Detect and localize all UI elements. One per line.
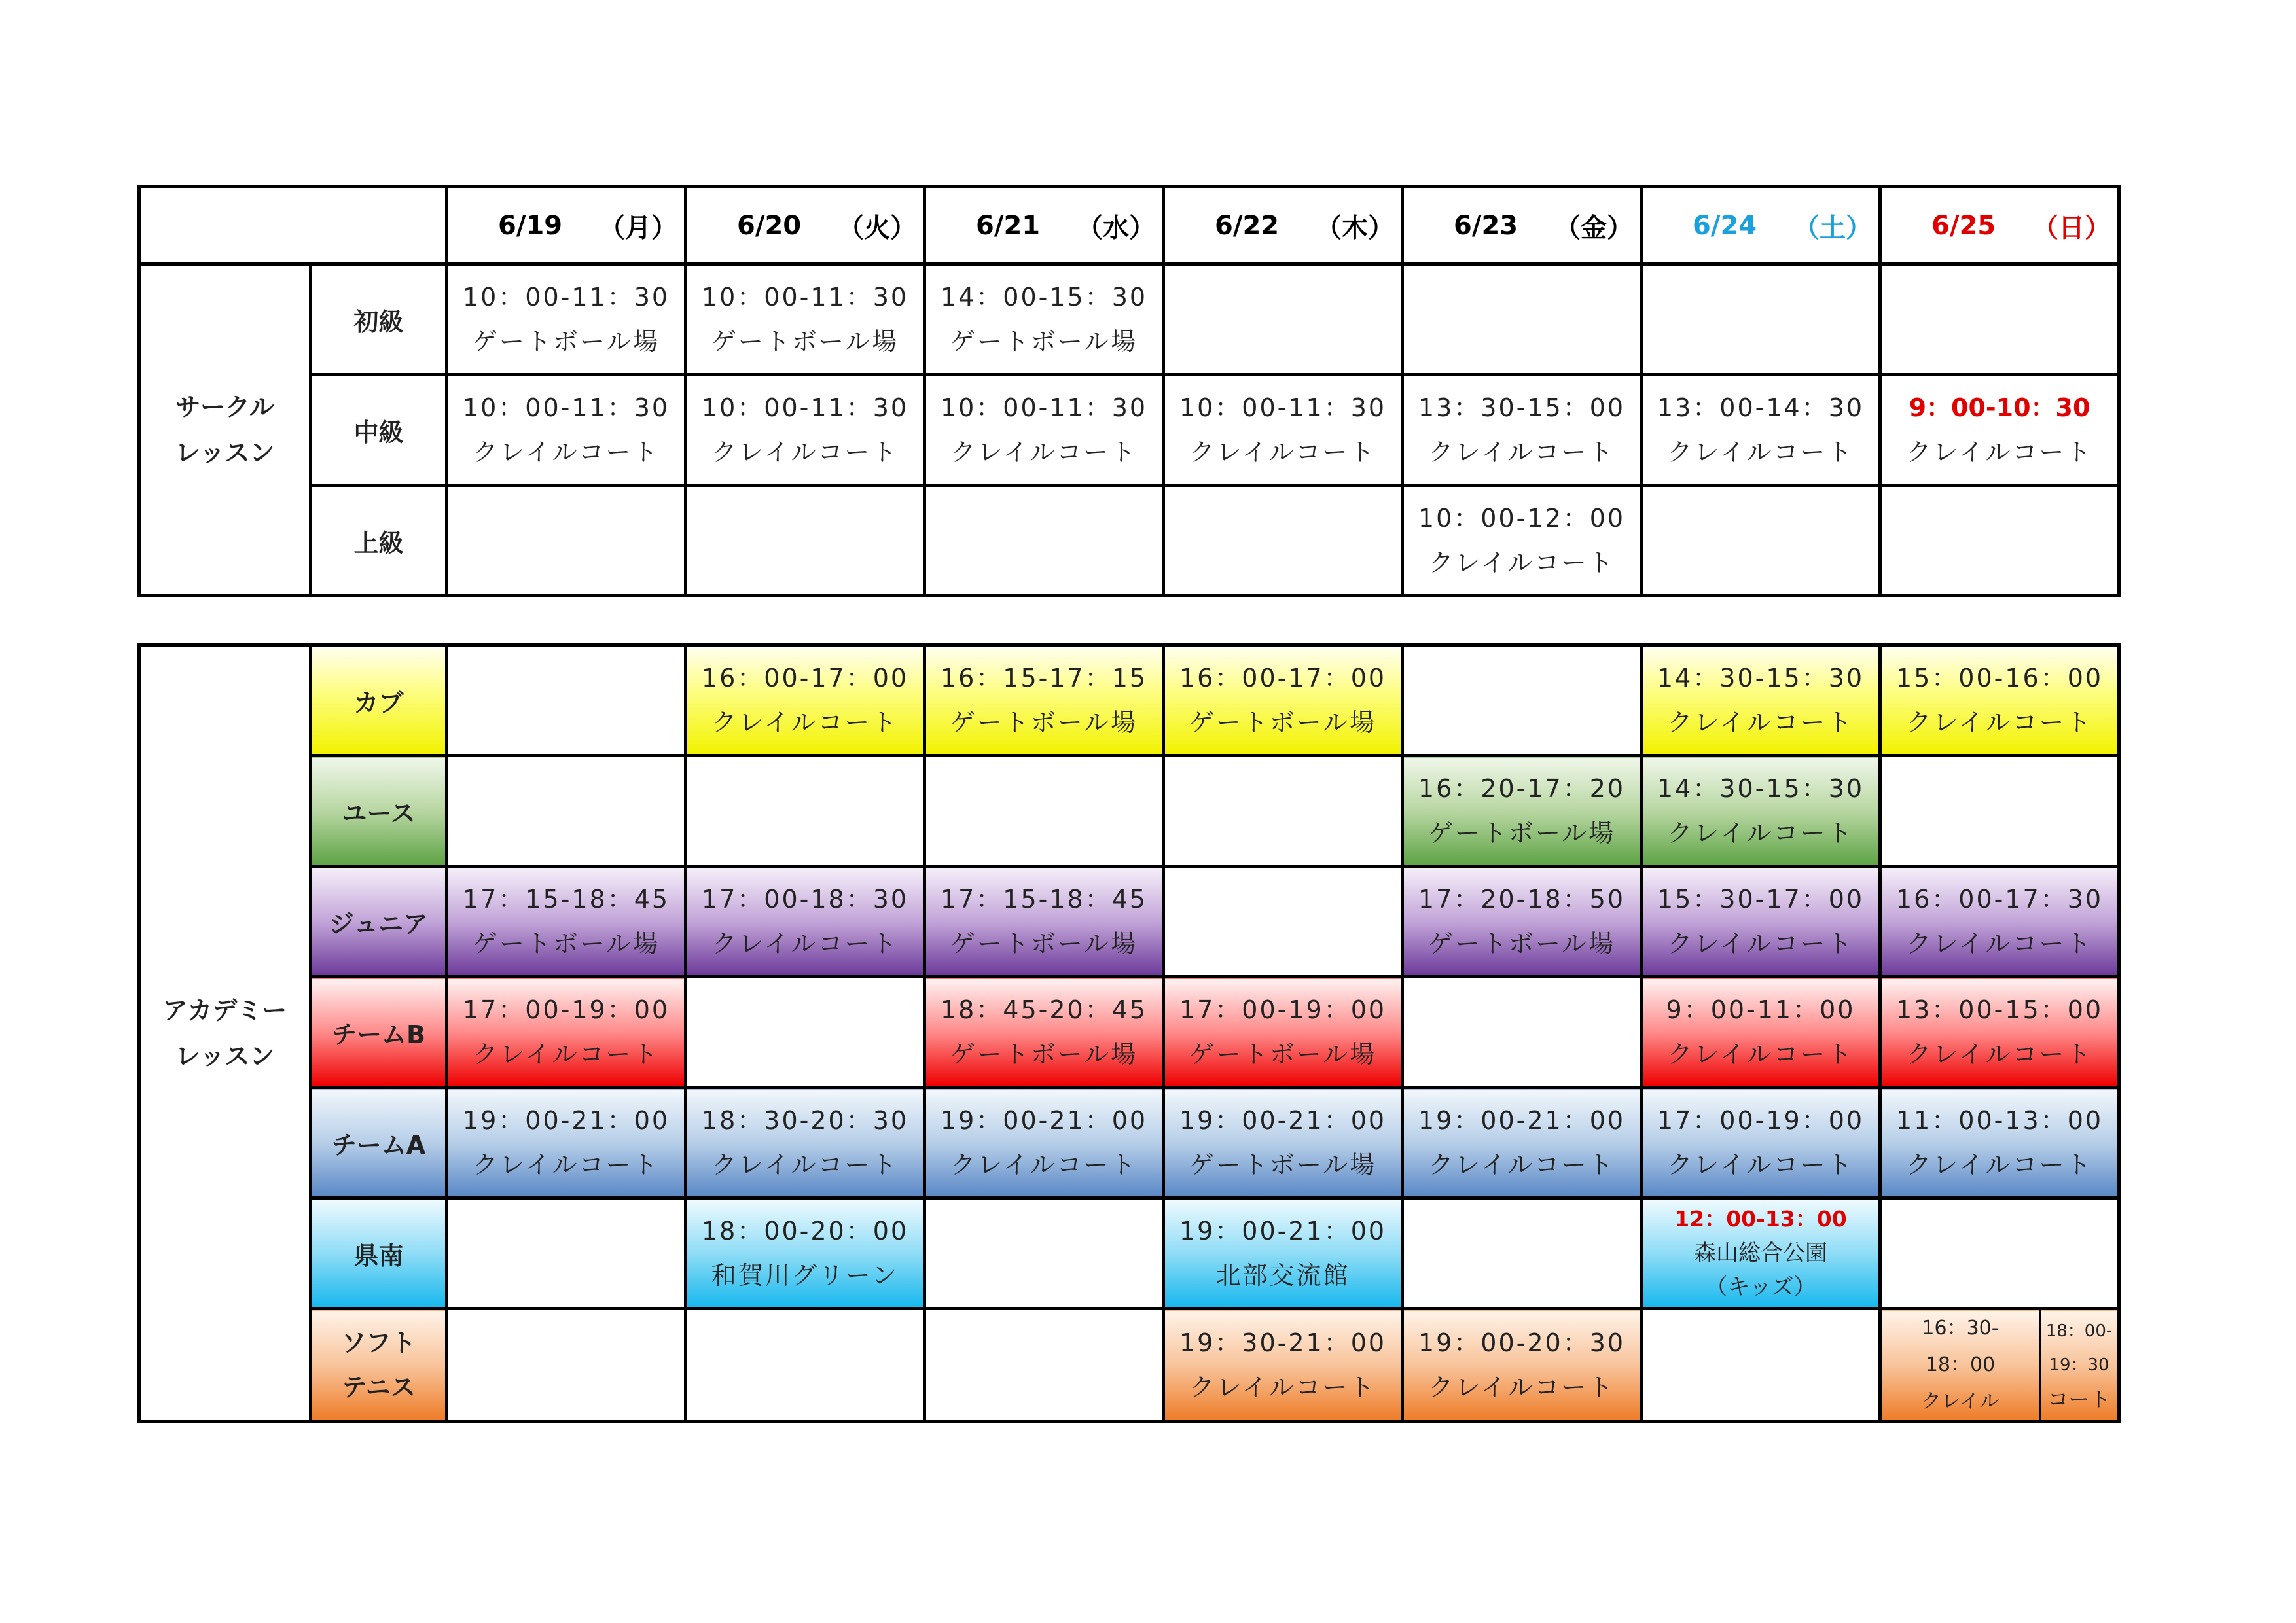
venue-name: クレイルコート xyxy=(1189,1373,1376,1402)
schedule-cell xyxy=(1641,645,1880,756)
split-place: クレイル xyxy=(1921,1390,2000,1413)
time-slot: 11：00-13：00 xyxy=(1895,1106,2104,1135)
group-label-line: ソフト xyxy=(341,1329,416,1357)
time-slot: 14：30-15：30 xyxy=(1657,664,1865,692)
time-slot: 16：00-17：00 xyxy=(1179,664,1387,692)
day-date: 6/21 xyxy=(976,210,1041,241)
circle-lesson-table xyxy=(137,185,2121,597)
time-slot: 10：00-11：30 xyxy=(701,283,909,312)
level-row-beginner xyxy=(139,264,2119,375)
time-slot: 13：00-15：00 xyxy=(1895,995,2104,1024)
time-slot: 13：30-15：00 xyxy=(1418,393,1626,422)
day-header xyxy=(1403,187,1641,264)
day-weekday: （月） xyxy=(599,213,677,243)
category-line: レッスン xyxy=(175,438,275,467)
schedule-cell-split xyxy=(1880,1309,2119,1422)
schedule-cell xyxy=(1880,1088,2119,1198)
time-slot: 18：30-20：30 xyxy=(701,1106,909,1135)
group-row-junior xyxy=(139,866,2119,977)
schedule-cell xyxy=(447,1088,686,1198)
time-slot: 17：20-18：50 xyxy=(1418,885,1626,914)
venue-name: 北部交流館 xyxy=(1215,1261,1350,1290)
time-slot: 16：20-17：20 xyxy=(1418,774,1626,803)
schedule-cell xyxy=(1164,1088,1403,1198)
schedule-cell xyxy=(1403,264,1641,375)
venue-name: クレイルコート xyxy=(1428,548,1615,577)
schedule-cell xyxy=(686,486,925,596)
schedule-cell xyxy=(925,375,1164,486)
day-date: 6/25 xyxy=(1931,210,1996,241)
venue-name: クレイルコート xyxy=(1906,438,2093,467)
schedule-cell xyxy=(447,375,686,486)
split-time-line: 19：30 xyxy=(2049,1355,2109,1375)
time-slot: 13：00-14：30 xyxy=(1657,393,1865,422)
time-slot: 16：00-17：00 xyxy=(701,664,909,692)
header-row xyxy=(139,187,2119,264)
venue-name: クレイルコート xyxy=(1428,1373,1615,1402)
schedule-cell xyxy=(1880,375,2119,486)
schedule-cell xyxy=(925,756,1164,866)
venue-name: クレイルコート xyxy=(1906,1040,2093,1069)
day-header xyxy=(1641,187,1880,264)
schedule-cell xyxy=(925,264,1164,375)
venue-name: クレイルコート xyxy=(711,929,899,958)
day-weekday: （土） xyxy=(1793,213,1872,243)
venue-name: クレイルコート xyxy=(1667,708,1854,737)
venue-name: クレイルコート xyxy=(1667,929,1854,958)
schedule-cell xyxy=(1880,1198,2119,1309)
schedule-cell xyxy=(447,866,686,977)
schedule-cell xyxy=(1164,977,1403,1088)
venue-name: クレイルコート xyxy=(1667,1150,1854,1179)
group-row-youth xyxy=(139,756,2119,866)
level-row-intermediate xyxy=(139,375,2119,486)
time-slot: 19：00-21：00 xyxy=(1179,1106,1387,1135)
schedule-cell xyxy=(925,866,1164,977)
schedule-cell xyxy=(1403,756,1641,866)
venue-name: ゲートボール場 xyxy=(950,327,1138,356)
time-slot: 10：00-11：30 xyxy=(462,393,670,422)
time-slot: 15：30-17：00 xyxy=(1657,885,1865,914)
schedule-cell xyxy=(686,1198,925,1309)
time-slot: 14：00-15：30 xyxy=(940,283,1148,312)
time-slot: 10：00-11：30 xyxy=(462,283,670,312)
venue-name: ゲートボール場 xyxy=(1189,708,1377,737)
time-slot: 10：00-12：00 xyxy=(1418,504,1626,533)
day-header xyxy=(1880,187,2119,264)
group-label: ユース xyxy=(311,756,447,866)
day-weekday: （木） xyxy=(1316,213,1394,243)
schedule-cell xyxy=(1641,1309,1880,1422)
time-slot: 18：00-20：00 xyxy=(701,1217,909,1245)
schedule-cell xyxy=(1880,645,2119,756)
schedule-cell xyxy=(925,1088,1164,1198)
schedule-cell xyxy=(1641,756,1880,866)
day-header xyxy=(447,187,686,264)
schedule-cell xyxy=(1403,645,1641,756)
group-label: チームB xyxy=(311,977,447,1088)
group-row-team-b xyxy=(139,977,2119,1088)
schedule-cell xyxy=(686,977,925,1088)
time-slot: 17：00-19：00 xyxy=(1657,1106,1865,1135)
venue-name: ゲートボール場 xyxy=(472,327,660,356)
schedule-cell xyxy=(1880,866,2119,977)
schedule-cell xyxy=(447,645,686,756)
schedule-cell xyxy=(686,645,925,756)
time-slot: 18：45-20：45 xyxy=(940,995,1148,1024)
schedule-cell xyxy=(1403,375,1641,486)
venue-name: クレイルコート xyxy=(1428,1150,1615,1179)
day-weekday: （日） xyxy=(2032,213,2111,243)
schedule-cell xyxy=(925,1198,1164,1309)
venue-name: ゲートボール場 xyxy=(1189,1150,1377,1179)
day-header xyxy=(686,187,925,264)
schedule-cell xyxy=(447,977,686,1088)
venue-name: ゲートボール場 xyxy=(1427,819,1616,847)
schedule-cell xyxy=(1641,866,1880,977)
schedule-cell xyxy=(686,1088,925,1198)
time-slot: 19：00-21：00 xyxy=(462,1106,670,1135)
time-slot: 19：00-21：00 xyxy=(940,1106,1148,1135)
schedule-cell xyxy=(1641,977,1880,1088)
venue-name: ゲートボール場 xyxy=(1189,1040,1377,1069)
time-slot: 14：30-15：30 xyxy=(1657,774,1865,803)
schedule-cell xyxy=(1403,486,1641,596)
academy-lesson-table xyxy=(137,643,2121,1423)
time-slot: 17：15-18：45 xyxy=(462,885,670,914)
venue-name: クレイルコート xyxy=(473,438,660,467)
schedule-cell xyxy=(1880,486,2119,596)
time-slot: 10：00-11：30 xyxy=(1179,393,1387,422)
group-label: チームA xyxy=(311,1088,447,1198)
schedule-cell xyxy=(1403,866,1641,977)
venue-note: （キッズ） xyxy=(1705,1274,1816,1300)
time-slot: 19：00-21：00 xyxy=(1418,1106,1626,1135)
schedule-cell xyxy=(925,645,1164,756)
schedule-cell xyxy=(686,375,925,486)
time-slot: 10：00-11：30 xyxy=(701,393,909,422)
venue-name: クレイルコート xyxy=(1906,929,2093,958)
level-label: 初級 xyxy=(311,264,447,375)
venue-name: 和賀川グリーン xyxy=(711,1261,899,1290)
day-date: 6/20 xyxy=(737,210,802,241)
schedule-cell xyxy=(1164,866,1403,977)
day-header xyxy=(1164,187,1403,264)
venue-name: クレイルコート xyxy=(1189,438,1376,467)
split-slot-first xyxy=(1882,1310,2041,1420)
time-slot: 17：00-19：00 xyxy=(462,995,670,1024)
time-slot: 17：00-19：00 xyxy=(1179,995,1387,1024)
schedule-cell xyxy=(1164,756,1403,866)
schedule-cell xyxy=(925,977,1164,1088)
header-blank-cell xyxy=(139,187,447,264)
venue-name: クレイルコート xyxy=(711,438,899,467)
time-slot: 12：00-13：00 xyxy=(1674,1206,1847,1232)
split-place: コート xyxy=(2047,1387,2111,1412)
schedule-cell xyxy=(1403,1198,1641,1309)
day-weekday: （火） xyxy=(838,213,916,243)
group-row-soft-tennis xyxy=(139,1309,2119,1422)
level-label: 上級 xyxy=(311,486,447,596)
time-slot: 17：00-18：30 xyxy=(701,885,909,914)
schedule-cell xyxy=(447,756,686,866)
schedule-cell xyxy=(1641,1088,1880,1198)
day-date: 6/24 xyxy=(1693,210,1757,241)
schedule-cell xyxy=(1403,977,1641,1088)
time-slot: 19：30-21：00 xyxy=(1179,1329,1387,1357)
category-line: アカデミー xyxy=(162,996,287,1025)
group-row-cub xyxy=(139,645,2119,756)
time-slot: 17：15-18：45 xyxy=(940,885,1148,914)
schedule-cell xyxy=(1880,756,2119,866)
venue-name: クレイルコート xyxy=(1667,819,1854,847)
venue-name: クレイルコート xyxy=(711,1150,899,1179)
time-slot: 9：00-10：30 xyxy=(1909,393,2090,422)
venue-name: 森山総合公園 xyxy=(1694,1240,1827,1266)
venue-name: ゲートボール場 xyxy=(1427,929,1616,958)
category-circle-lesson xyxy=(139,264,311,596)
day-date: 6/23 xyxy=(1454,210,1518,241)
venue-name: クレイルコート xyxy=(950,438,1138,467)
schedule-cell xyxy=(447,1198,686,1309)
day-date: 6/22 xyxy=(1215,210,1280,241)
schedule-cell xyxy=(925,1309,1164,1422)
time-slot: 10：00-11：30 xyxy=(940,393,1148,422)
schedule-cell xyxy=(447,1309,686,1422)
day-date: 6/19 xyxy=(498,210,563,241)
time-slot: 16：00-17：30 xyxy=(1895,885,2104,914)
schedule-cell xyxy=(1641,486,1880,596)
day-weekday: （水） xyxy=(1077,213,1155,243)
schedule-cell xyxy=(686,756,925,866)
venue-name: クレイルコート xyxy=(711,708,899,737)
time-slot: 16：15-17：15 xyxy=(940,664,1148,692)
venue-name: クレイルコート xyxy=(1667,1040,1854,1069)
group-label-line: テニス xyxy=(342,1373,416,1402)
schedule-cell xyxy=(1641,264,1880,375)
venue-name: ゲートボール場 xyxy=(950,929,1138,958)
split-time-line: 16：30- xyxy=(1922,1317,1999,1340)
venue-name: クレイルコート xyxy=(473,1040,660,1069)
time-slot: 15：00-16：00 xyxy=(1895,664,2104,692)
venue-name: クレイルコート xyxy=(1667,438,1854,467)
category-line: レッスン xyxy=(175,1042,275,1071)
group-row-team-a xyxy=(139,1088,2119,1198)
time-slot: 9：00-11：00 xyxy=(1666,995,1856,1024)
group-label xyxy=(311,1309,447,1422)
venue-name: クレイルコート xyxy=(950,1150,1138,1179)
schedule-cell xyxy=(1164,1309,1403,1422)
day-weekday: （金） xyxy=(1554,213,1633,243)
schedule-cell xyxy=(1164,1198,1403,1309)
schedule-cell xyxy=(1641,375,1880,486)
schedule-cell xyxy=(686,264,925,375)
schedule-cell xyxy=(1641,1198,1880,1309)
venue-name: クレイルコート xyxy=(1428,438,1615,467)
group-label: カブ xyxy=(311,645,447,756)
level-label: 中級 xyxy=(311,375,447,486)
group-label: ジュニア xyxy=(311,866,447,977)
day-header xyxy=(925,187,1164,264)
schedule-cell xyxy=(447,486,686,596)
schedule-cell xyxy=(1880,977,2119,1088)
schedule-cell xyxy=(447,264,686,375)
venue-name: ゲートボール場 xyxy=(472,929,660,958)
split-time-line: 18：00- xyxy=(2045,1321,2113,1341)
venue-name: クレイルコート xyxy=(1906,708,2093,737)
schedule-cell xyxy=(686,1309,925,1422)
level-row-advanced xyxy=(139,486,2119,596)
category-line: サークル xyxy=(175,393,274,421)
schedule-cell xyxy=(686,866,925,977)
time-slot: 19：00-20：30 xyxy=(1418,1329,1626,1357)
split-cell xyxy=(1882,1310,2117,1420)
time-slot: 19：00-21：00 xyxy=(1179,1217,1387,1245)
group-label: 県南 xyxy=(311,1198,447,1309)
schedule-cell xyxy=(1403,1088,1641,1198)
schedule-cell xyxy=(1164,375,1403,486)
venue-name: ゲートボール場 xyxy=(711,327,899,356)
schedule-cell xyxy=(925,486,1164,596)
split-slot-second xyxy=(2041,1310,2117,1420)
split-time-line: 18：00 xyxy=(1925,1353,1996,1376)
schedule-cell xyxy=(1164,645,1403,756)
category-academy-lesson xyxy=(139,645,311,1422)
venue-name: ゲートボール場 xyxy=(950,708,1138,737)
schedule-cell xyxy=(1164,264,1403,375)
venue-name: ゲートボール場 xyxy=(950,1040,1138,1069)
schedule-cell xyxy=(1880,264,2119,375)
schedule-cell xyxy=(1164,486,1403,596)
group-row-kennan xyxy=(139,1198,2119,1309)
venue-name: クレイルコート xyxy=(1906,1150,2093,1179)
schedule-cell xyxy=(1403,1309,1641,1422)
venue-name: クレイルコート xyxy=(473,1150,660,1179)
